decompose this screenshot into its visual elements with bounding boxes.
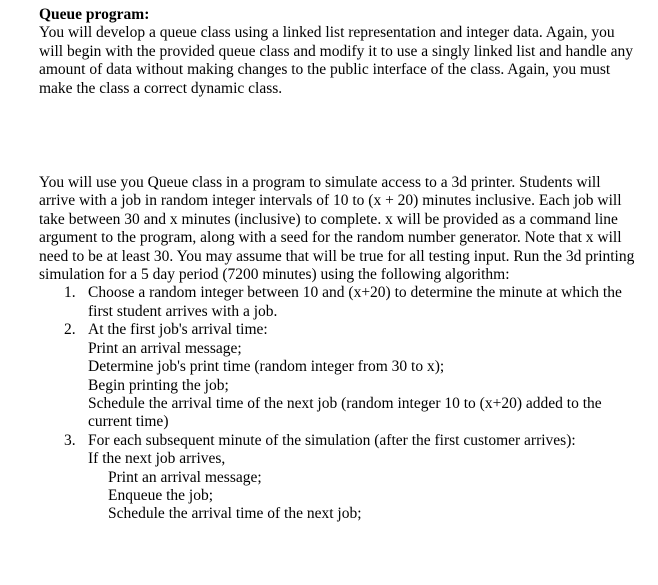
list-number: 2. bbox=[64, 321, 76, 339]
document bbox=[39, 6, 639, 524]
sub-step: If the next job arrives, bbox=[88, 450, 226, 468]
nested-sub-step: Print an arrival message; bbox=[108, 468, 262, 486]
list-item bbox=[39, 321, 639, 431]
list-number: 3. bbox=[64, 431, 76, 449]
list-item-text: Choose a random integer between 10 and (x+20) to determine the minute at which the first student arrives with a job. bbox=[88, 284, 622, 320]
list-item bbox=[39, 284, 639, 321]
sub-step: Print an arrival message; bbox=[88, 339, 242, 357]
list-item-text: At the first job's arrival time: bbox=[88, 321, 268, 339]
sub-step: Schedule the arrival time of the next job (random integer 10 to (x+20) added to the current time) bbox=[88, 394, 602, 431]
nested-sub-step: Enqueue the job; bbox=[108, 486, 214, 504]
simulation-paragraph: You will use you Queue class in a program to simulate access to a 3d printer. Students will arrive with a job in random integer intervals of 10 to (x + 20) minutes inclusive. Each job will take between 30 and x minutes (inclusive) to complete. x will be provided as a command line argument to the program, along with a seed for the random number generator. Note that x will need to be at least 30. You may assume that will be true for all testing input. Run the 3d printing simulation for a 5 day period (7200 minutes) using the following algorithm: bbox=[39, 174, 635, 284]
sub-step: Begin printing the job; bbox=[88, 376, 229, 394]
list-item-text: For each subsequent minute of the simulation (after the first customer arrives): bbox=[88, 431, 576, 449]
sub-step: Determine job's print time (random integer from 30 to x); bbox=[88, 358, 445, 376]
list-number: 1. bbox=[64, 284, 76, 302]
algorithm-list bbox=[39, 284, 639, 523]
nested-sub-step: Schedule the arrival time of the next job; bbox=[108, 505, 362, 523]
blank-space bbox=[39, 98, 639, 174]
intro-paragraph: You will develop a queue class using a linked list representation and integer data. Again, you will begin with the provided queue class and modify it to use a singly linked list and handle any amount of data without making changes to the public interface of the class. Again, you must make the class a correct dynamic class. bbox=[39, 24, 634, 97]
section-heading: Queue program: bbox=[39, 6, 150, 23]
list-item bbox=[39, 432, 639, 524]
